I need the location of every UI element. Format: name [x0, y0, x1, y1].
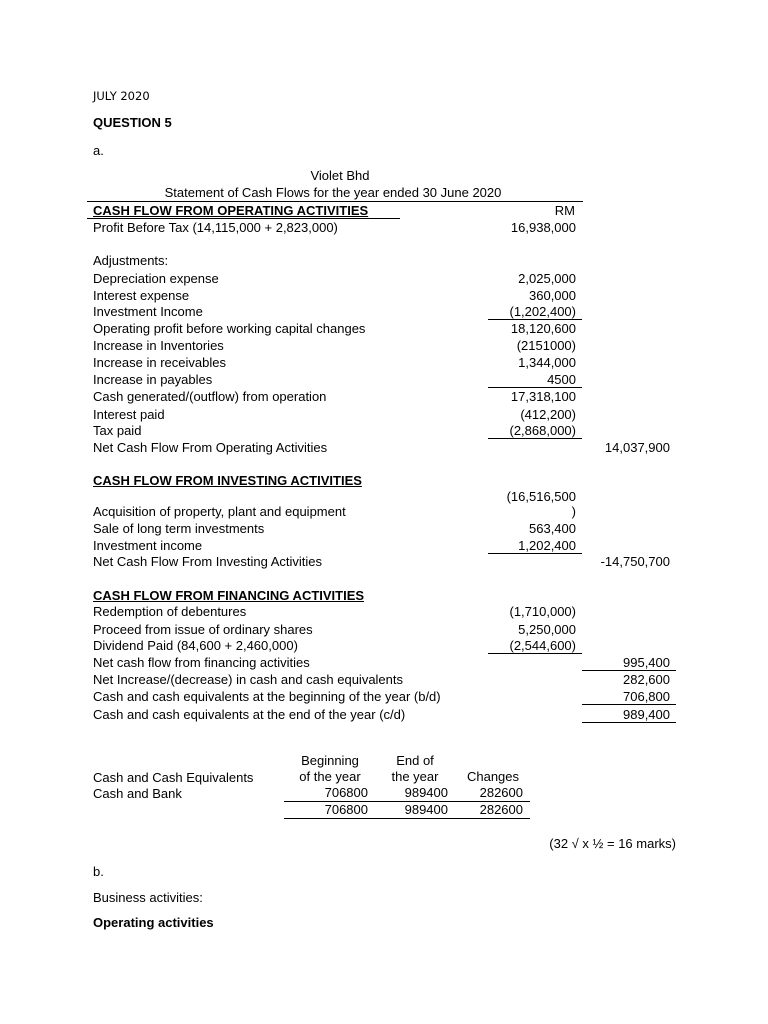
list-item: Increase in receivables — [93, 355, 226, 370]
list-item: Interest paid — [93, 407, 165, 422]
company-name: Violet Bhd — [310, 168, 370, 183]
business-activities-heading: Business activities: — [93, 890, 203, 905]
exam-date: JULY 2020 — [93, 89, 150, 103]
table-cell: 282600 — [479, 785, 523, 800]
table-row-header: Cash and Cash Equivalents — [93, 770, 254, 785]
col-header-changes: Changes — [466, 769, 520, 784]
list-item: Sale of long term investments — [93, 521, 265, 536]
marks-note: (32 √ x ½ = 16 marks) — [549, 836, 676, 851]
table-cell: 706800 — [324, 785, 368, 800]
list-item: Net Increase/(decrease) in cash and cash equivalents — [93, 672, 404, 687]
list-item-value: (2151000) — [516, 338, 576, 353]
table-total-cell: 989400 — [404, 802, 448, 817]
list-item-value: 360,000 — [529, 288, 576, 303]
table-total-cell: 706800 — [324, 802, 368, 817]
list-item-value: 563,400 — [529, 521, 576, 536]
list-item-value: 706,800 — [623, 689, 670, 704]
net-financing-label: Net cash flow from financing activities — [93, 655, 310, 670]
list-item: Redemption of debentures — [93, 604, 247, 619]
profit-before-tax-value: 16,938,000 — [510, 220, 576, 235]
list-item-value: (1,202,400) — [509, 304, 576, 319]
question-title: QUESTION 5 — [93, 115, 172, 130]
list-item: Cash generated/(outflow) from operation — [93, 389, 327, 404]
list-item-value: (2,868,000) — [509, 423, 576, 438]
col-header-end-line2: the year — [391, 769, 439, 784]
table-row-label: Cash and Bank — [93, 786, 182, 801]
net-investing-value: -14,750,700 — [600, 554, 670, 569]
list-item: Proceed from issue of ordinary shares — [93, 622, 313, 637]
list-item-value: 18,120,600 — [510, 321, 576, 336]
list-item-value: 5,250,000 — [518, 622, 576, 637]
ppe-value-line1: (16,516,500 — [506, 489, 576, 504]
list-item-value: 1,202,400 — [518, 538, 576, 553]
table-total-cell: 282600 — [479, 802, 523, 817]
list-item-value: (2,544,600) — [509, 638, 576, 653]
table-rule — [284, 818, 530, 819]
part-a-label: a. — [93, 143, 104, 158]
col-header-beginning-line1: Beginning — [301, 753, 359, 768]
list-item: Cash and cash equivalents at the beginning of the year (b/d) — [93, 689, 441, 704]
profit-before-tax-label: Profit Before Tax (14,115,000 + 2,823,000) — [93, 220, 338, 235]
list-item-value: (412,200) — [520, 407, 576, 422]
list-item: Operating profit before working capital changes — [93, 321, 366, 336]
summary-rule — [582, 704, 676, 705]
operating-heading: CASH FLOW FROM OPERATING ACTIVITIES — [93, 203, 369, 218]
subtotal-rule — [488, 653, 582, 654]
net-operating-label: Net Cash Flow From Operating Activities — [93, 440, 328, 455]
net-investing-label: Net Cash Flow From Investing Activities — [93, 554, 323, 569]
table-cell: 989400 — [404, 785, 448, 800]
list-item: Increase in Inventories — [93, 338, 224, 353]
financing-heading: CASH FLOW FROM FINANCING ACTIVITIES — [93, 588, 365, 603]
investing-heading: CASH FLOW FROM INVESTING ACTIVITIES — [93, 473, 362, 488]
part-b-label: b. — [93, 864, 104, 879]
list-item: Cash and cash equivalents at the end of the year (c/d) — [93, 707, 406, 722]
list-item-value: 282,600 — [623, 672, 670, 687]
list-item: Interest expense — [93, 288, 190, 303]
list-item: Increase in payables — [93, 372, 213, 387]
col-header-beginning-line2: of the year — [299, 769, 361, 784]
list-item: Tax paid — [93, 423, 142, 438]
list-item-value: 17,318,100 — [510, 389, 576, 404]
list-item: Dividend Paid (84,600 + 2,460,000) — [93, 638, 298, 653]
net-operating-value: 14,037,900 — [604, 440, 670, 455]
list-item-value: 4500 — [547, 372, 576, 387]
ppe-value-line2: ) — [571, 504, 576, 519]
list-item: Investment income — [93, 538, 203, 553]
list-item: Investment Income — [93, 304, 203, 319]
adjustments-label: Adjustments: — [93, 253, 169, 268]
subtotal-rule — [488, 438, 582, 439]
list-item-value: 989,400 — [623, 707, 670, 722]
operating-activities-heading: Operating activities — [93, 915, 214, 930]
net-financing-value: 995,400 — [623, 655, 670, 670]
list-item-value: 1,344,000 — [518, 355, 576, 370]
list-item: Depreciation expense — [93, 271, 219, 286]
col-header-end-line1: End of — [396, 753, 434, 768]
subtotal-rule — [488, 553, 582, 554]
list-item-value: 2,025,000 — [518, 271, 576, 286]
list-item-value: (1,710,000) — [509, 604, 576, 619]
final-rule — [582, 722, 676, 723]
statement-title: Statement of Cash Flows for the year ended 30 June 2020 — [164, 185, 502, 200]
currency-label: RM — [554, 203, 575, 218]
list-item: Acquisition of property, plant and equipment — [93, 504, 346, 519]
